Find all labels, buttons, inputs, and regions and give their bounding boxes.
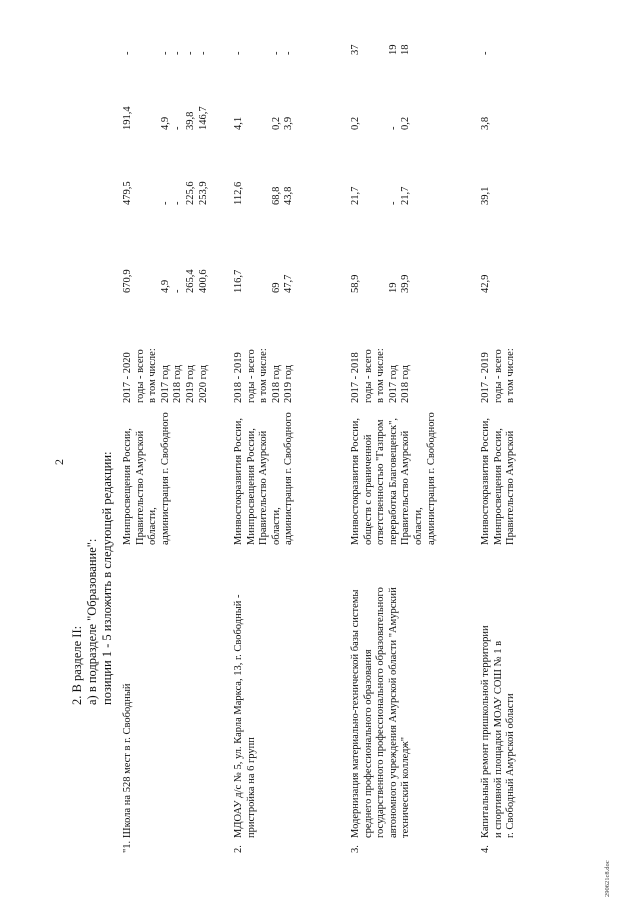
object-name: МДОАУ д/с № 5, ул. Карла Маркса, 13, г. Свободный - — [233, 594, 244, 838]
executor-name: переработка Благовещенск", — [387, 417, 399, 545]
executor-name: Правительство Амурской — [134, 430, 146, 545]
amount-value-col4: 37 — [350, 44, 361, 55]
amount-value-col2: 68,8 — [270, 186, 282, 205]
amount-value-col2: 21,7 — [400, 186, 412, 205]
amount-value-col1: 47,7 — [283, 274, 295, 293]
amount-value-col4: - — [480, 51, 491, 55]
executor-name: Правительство Амурской — [400, 430, 412, 545]
amount-value-col2: 43,8 — [283, 186, 295, 205]
executor-name: ответственностью "Газпром — [375, 419, 387, 545]
object-name: автономного учреждения Амурской области "Амурский — [387, 587, 399, 838]
amount-value-col1: 69 — [270, 282, 282, 293]
amount-value-col3: 0,2 — [270, 116, 282, 130]
executor-name: области, — [270, 507, 282, 545]
amount-value-col3: 0,2 — [400, 116, 412, 130]
object-name: Модернизация материально-технической базы системы — [350, 589, 361, 838]
amount-value-col4: 19 — [387, 44, 399, 55]
amount-value-col1: 42,9 — [480, 274, 491, 293]
executor-name: Правительство Амурской — [505, 430, 517, 545]
period-label: годы - всего — [245, 349, 257, 403]
row-number: "1. — [122, 840, 133, 853]
object-name: и спортивной площадки МОАУ СОШ № 1 в — [492, 640, 504, 838]
amount-value-col1: - — [172, 289, 184, 293]
executor-name: Правительство Амурской — [258, 430, 270, 545]
amount-value-col2: 479,5 — [122, 181, 133, 205]
amount-value-col3: 0,2 — [350, 116, 361, 130]
amount-value-col4: - — [172, 51, 184, 55]
object-name: Школа на 528 мест в г. Свободный — [122, 683, 133, 838]
amount-value-col2: 21,7 — [350, 186, 361, 205]
period-label: 2018 - 2019 — [233, 352, 244, 403]
amount-value-col3: 4,9 — [159, 116, 171, 130]
period-label: 2019 год — [283, 365, 295, 403]
object-name: технический колледж" — [400, 737, 412, 838]
period-label: годы - всего — [134, 349, 146, 403]
object-name: государственного профессионального образовательного — [375, 587, 387, 838]
amount-value-col1: 116,7 — [233, 269, 244, 293]
amount-value-col3: - — [172, 126, 184, 130]
object-name: среднего профессионального образования — [362, 649, 374, 838]
subsection-heading: а) в подразделе "Образование": — [85, 538, 99, 705]
amount-value-col1: 265,4 — [185, 269, 196, 293]
amount-value-col1: 4,9 — [159, 279, 171, 293]
amount-value-col4: - — [270, 51, 282, 55]
amount-value-col2: - — [387, 201, 399, 205]
period-label: 2017 год — [387, 365, 399, 403]
period-label: 2017 - 2019 — [480, 352, 491, 403]
period-label: 2017 - 2020 — [122, 352, 133, 403]
amount-value-col4: - — [283, 51, 295, 55]
object-name: г. Свободный Амурской области — [505, 693, 517, 838]
period-label: 2019 год — [185, 365, 196, 403]
period-label: 2020 год — [197, 365, 209, 403]
period-label: 2017 год — [159, 365, 171, 403]
executor-name: Минвостокразвития России, — [480, 417, 491, 545]
period-label: 2018 год — [400, 365, 412, 403]
row-number: 2. — [233, 845, 244, 853]
amount-value-col3: - — [387, 126, 399, 130]
period-label: в том числе: — [258, 348, 270, 403]
amount-value-col3: 191,4 — [122, 106, 133, 130]
amount-value-col1: 400,6 — [197, 269, 209, 293]
period-label: 2017 - 2018 — [350, 352, 361, 403]
amount-value-col2: 112,6 — [233, 181, 244, 205]
executor-name: обществ с ограниченной — [362, 434, 374, 545]
amount-value-col4: - — [159, 51, 171, 55]
period-label: в том числе: — [147, 348, 159, 403]
amount-value-col1: 58,9 — [350, 274, 361, 293]
period-label: в том числе: — [375, 348, 387, 403]
amount-value-col1: 19 — [387, 282, 399, 293]
amount-value-col2: - — [172, 201, 184, 205]
period-label: 2018 год — [172, 365, 184, 403]
page-number: 2 — [52, 459, 66, 465]
section-heading: 2. В разделе II: — [70, 625, 84, 705]
executor-name: Минпросвещения России, — [245, 428, 257, 545]
amount-value-col4: - — [122, 51, 133, 55]
executor-name: Минвостокразвития России, — [233, 417, 244, 545]
amount-value-col4: 18 — [400, 44, 412, 55]
executor-name: Минпросвещения России, — [122, 428, 133, 545]
amount-value-col4: - — [197, 51, 209, 55]
footer-file-code: 290621c8.doc — [604, 860, 611, 897]
object-name: пристройка на 6 групп — [245, 737, 257, 838]
amount-value-col3: 3,9 — [283, 116, 295, 130]
executor-name: Минвостокразвития России, — [350, 417, 361, 545]
amount-value-col2: 253,9 — [197, 181, 209, 205]
amount-value-col3: 146,7 — [197, 106, 209, 130]
amount-value-col1: 670,9 — [122, 269, 133, 293]
amount-value-col2: 225,6 — [185, 181, 196, 205]
amount-value-col4: - — [233, 51, 244, 55]
executor-name: Минпросвещения России, — [492, 428, 504, 545]
executor-name: администрация г. Свободного — [425, 412, 437, 545]
executor-name: администрация г. Свободного — [283, 412, 295, 545]
row-number: 4. — [480, 845, 491, 853]
executor-name: области, — [413, 507, 424, 545]
amount-value-col3: 4,1 — [233, 116, 244, 130]
amount-value-col3: 3,8 — [480, 116, 491, 130]
amount-value-col4: - — [185, 51, 196, 55]
executor-name: области, — [147, 507, 159, 545]
amount-value-col1: 39,9 — [400, 274, 412, 293]
period-label: в том числе: — [505, 348, 517, 403]
row-number: 3. — [350, 845, 361, 853]
amount-value-col2: 39,1 — [480, 186, 491, 205]
object-name: Капитальный ремонт пришкольной территории — [480, 625, 491, 838]
executor-name: администрация г. Свободного — [159, 412, 171, 545]
amount-value-col3: 39,8 — [185, 111, 196, 130]
period-label: 2018 год — [270, 365, 282, 403]
instruction-heading: позиции 1 - 5 изложить в следующей редакции: — [100, 451, 114, 705]
amount-value-col2: - — [159, 201, 171, 205]
period-label: годы - всего — [492, 349, 504, 403]
period-label: годы - всего — [362, 349, 374, 403]
